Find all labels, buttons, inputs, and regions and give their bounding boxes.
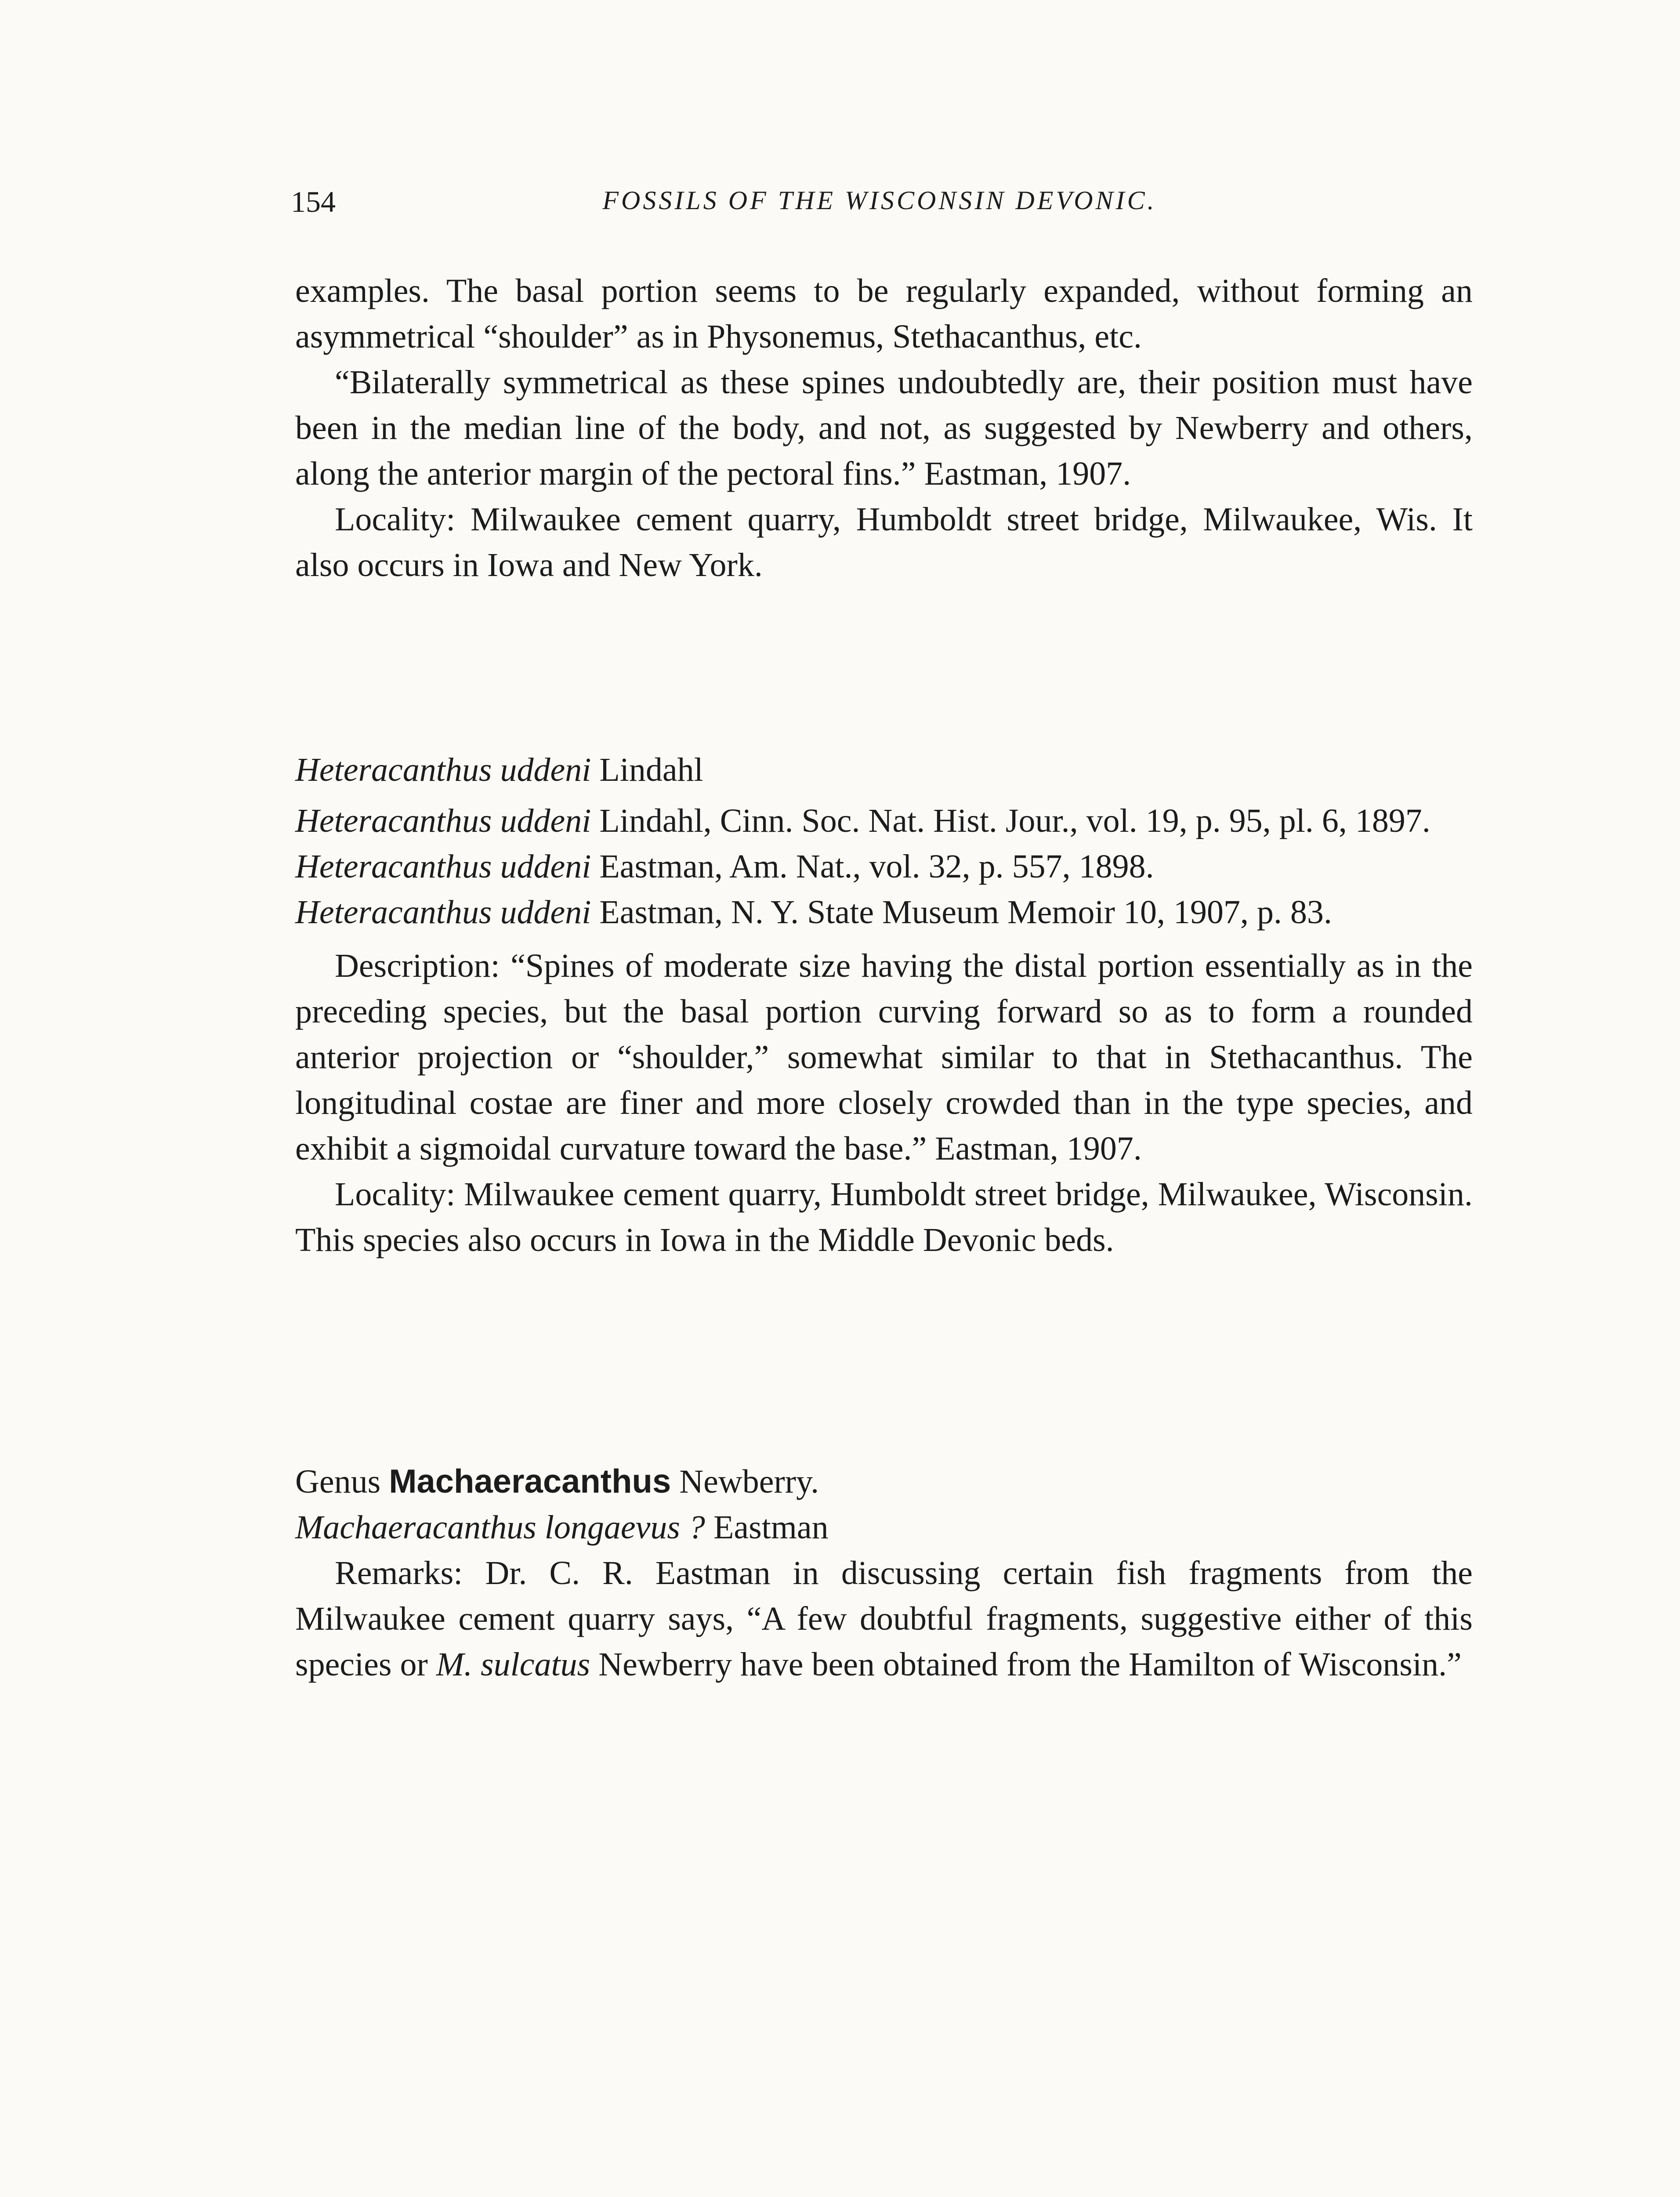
species-author: Lindahl xyxy=(591,751,703,788)
remarks-paragraph xyxy=(295,1550,1473,1687)
page-number: 154 xyxy=(291,185,336,218)
synonymy-entry xyxy=(295,889,1473,935)
locality-paragraph xyxy=(295,1171,1473,1263)
locality-text: Milwaukee cement quarry, Humboldt street bridge, Milwaukee, Wis. It also occurs in Iowa and New York. xyxy=(295,501,1473,584)
running-title: FOSSILS OF THE WISCONSIN DEVONIC. xyxy=(602,186,1157,215)
description-text: “Spines of moderate size having the distal portion essentially as in the preceding species, but the basal portion curving forward so as to form a rounded anterior projection or “shoulder,” somewhat similar to that in Stethacanthus. The longitudinal costae are finer and more closely crowded than in the type species, and exhibit a sigmoidal curvature toward the base.” Eastman, 1907. xyxy=(295,947,1473,1167)
species-heading xyxy=(295,1505,1473,1550)
remarks-text-end: Newberry have been obtained from the Hamilton of Wisconsin.” xyxy=(590,1646,1462,1683)
quote-paragraph: “Bilaterally symmetrical as these spines undoubtedly are, their position must have been in the median line of the body, and not, as suggested by Newberry and others, along the anterior margin of the pectoral fins.” Eastman, 1907. xyxy=(295,364,1473,492)
genus-prefix: Genus xyxy=(295,1463,389,1500)
uddeni-section xyxy=(295,747,1473,1263)
synonym-name: Heteracanthus uddeni xyxy=(295,802,591,839)
synonymy-entry xyxy=(295,798,1473,844)
genus-heading xyxy=(295,1459,1473,1505)
running-head xyxy=(291,185,1468,233)
species-name: Machaeracanthus longaevus ? xyxy=(295,1509,705,1546)
locality-text: Milwaukee cement quarry, Humboldt street bridge, Milwaukee, Wisconsin. This species also occurs in Iowa in the Middle Devonic beds. xyxy=(295,1176,1473,1258)
top-section xyxy=(295,268,1473,588)
machaeracanthus-section xyxy=(295,1459,1473,1687)
synonym-reference: Lindahl, Cinn. Soc. Nat. Hist. Jour., vol. 19, p. 95, pl. 6, 1897. xyxy=(591,802,1430,839)
remarks-species: M. sulcatus xyxy=(436,1646,590,1683)
description-paragraph xyxy=(295,943,1473,1171)
remarks-text: Dr. C. R. Eastman in discussing certain fish fragments from the Milwaukee cement quarry says, “A few doubtful fragments, suggestive either of this species or xyxy=(295,1555,1473,1683)
locality-label: Locality: xyxy=(335,1176,456,1213)
genus-author: Newberry. xyxy=(671,1463,819,1500)
remarks-label: Remarks: xyxy=(335,1555,463,1592)
genus-name: Machaeracanthus xyxy=(389,1463,671,1500)
species-heading xyxy=(295,747,1473,793)
species-author: Eastman xyxy=(705,1509,829,1546)
synonym-name: Heteracanthus uddeni xyxy=(295,894,591,931)
paragraph-continuation: examples. The basal portion seems to be regularly expanded, without forming an asymmetrical “shoulder” as in Physonemus, Stethacanthus, etc. xyxy=(295,272,1473,355)
synonym-reference: Eastman, N. Y. State Museum Memoir 10, 1907, p. 83. xyxy=(591,894,1332,931)
locality-paragraph xyxy=(295,497,1473,588)
locality-label: Locality: xyxy=(335,501,456,538)
synonym-reference: Eastman, Am. Nat., vol. 32, p. 557, 1898. xyxy=(591,848,1154,885)
synonym-name: Heteracanthus uddeni xyxy=(295,848,591,885)
species-name: Heteracanthus uddeni xyxy=(295,751,591,788)
synonymy-entry xyxy=(295,844,1473,889)
description-label: Description: xyxy=(335,947,500,984)
